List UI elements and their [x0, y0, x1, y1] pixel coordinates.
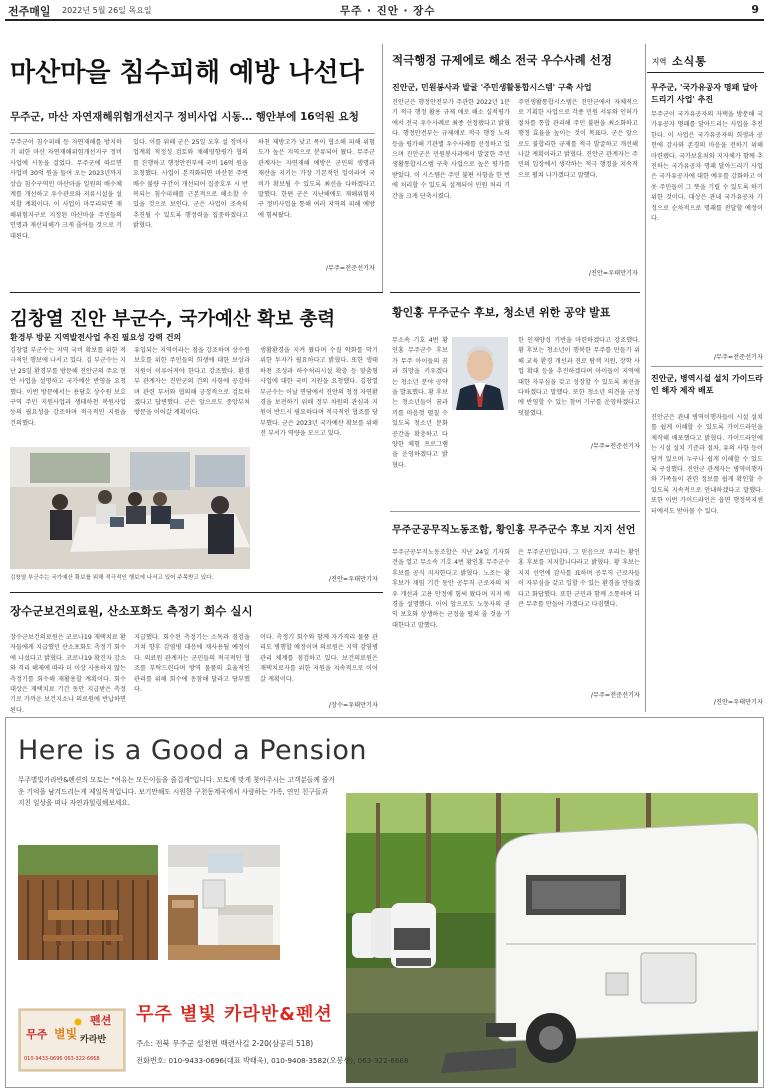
- article2-headline: 적극행정 규제에로 해소 전국 우수사례 선정: [392, 53, 612, 67]
- sign-byeolbit-text: 별빛: [54, 1027, 78, 1041]
- article1-body-col3: 하천 제방고가 낮고 폭이 협소해 피해 위험도가 높은 지역으로 분류되어 왔다. 무주군 관계자는 자연재해 예방은 군민의 생명과 재산을 지키는 가장 기본적인 일이라며 국비가 확보될 수 있도록 최선을 다하겠다고 말했다. 한편 군은 지난해에도 재해위험지구 정비사업을 통해 여러 지역의 피해 예방에 힘써왔다.: [258, 139, 375, 219]
- candidate-portrait: [452, 337, 508, 410]
- article1-body-col1: 무주군이 침수피해 등 자연재해를 방지하기 위한 마산 자연재해위험개선지구 정비사업에 시동을 걸었다. 무주군에 따르면 사업비 30억 원을 들여 오는 2023년까지 상습 침수구역인 마산마을 일원의 배수체계를 개선하고 우수관로와 저류시설을 설치할 계획이다. 이 사업이 마무리되면 재해위험지구로 지정된 마산마을 주민들의 인명과 재산피해가 크게 줄어들 것으로 기대된다.: [10, 139, 122, 240]
- pension-sign-photo: [18, 1008, 126, 1072]
- sidebar-tag-small: 지역: [652, 57, 667, 66]
- campsite-photo: [346, 793, 758, 1083]
- article2-body-col1: 진안군은 행정안전부가 주관한 2022년 1분기 적극 행정 활용 규제 애로 해소 실적평가에서 전국 우수사례로 최종 선정됐다고 밝혔다. 행정안전부는 규제애로 적극 행정 노력 등을 평가해 기관별 우수사례를 선정하고 있으며 진안군은 민원봉사과에서 발굴한 주민생활통합시스템 구축 사업으로 높은 평가를 받았다. 이 시스템은 주민 불편 사항을 한 번에 처리할 수 있도록 설계되어 민원 처리 기간을 크게 단축시켰다.: [392, 99, 510, 200]
- sidebar-border: [645, 44, 646, 712]
- article2-body-col2: 주민생활통합시스템은 진안군에서 자체적으로 기획한 사업으로 각종 민원 서류와 인허가 절차를 통합 관리해 주민 불편을 최소화하고 행정 효율을 높이는 것이 목표다. 군은 앞으로도 불합리한 규제를 적극 발굴하고 개선해 나갈 계획이라고 밝혔다. 진안군 관계자는 주민의 입장에서 생각하는 적극 행정을 지속적으로 펼쳐 나가겠다고 말했다.: [518, 99, 638, 179]
- sign-pension-text: 펜션: [90, 1014, 112, 1027]
- article2-subhead: 진안군, 민원봉사과 발굴 '주민생활통합시스템' 구축 사업: [392, 83, 592, 92]
- article1-byline: /무주=전준선기자: [325, 265, 375, 272]
- deck-photo: [18, 845, 158, 960]
- sidebar-item2-headline: 진안군, 병역시설 설치 가이드라인 해자 제작 배포: [651, 374, 763, 395]
- meeting-photo: [10, 447, 250, 569]
- article1-body-col2: 있다. 이를 위해 군은 25일 오후 설 정비사업계획 적정성 검토와 재해영향평가 협의를 진행하고 행정안전부에 국비 16억 원을 요청했다. 사업이 본격화되면 마산천 주변 배수 불량 구간이 개선되어 집중호우 시 반복되는 침수피해를 근본적으로 해소할 수 있을 것으로 보인다. 군은 사업이 조속히 추진될 수 있도록 행정력을 집중하겠다고 밝혔다.: [133, 139, 248, 230]
- article3-headline: 김창열 진안 부군수, 국가예산 확보 총력: [10, 309, 336, 330]
- article5-body-col2: 은 무주군민입니다. 그 믿음으로 우리는 황인홍 후보를 지지합니다라고 밝혔다. 황 후보는 지지 선언에 감사를 표하며 공무직 근로자들이 자부심을 갖고 일할 수 있는 환경을 만들겠다고 화답했다. 또한 군민과 함께 소통하며 더 큰 무주를 만들어 가겠다고 다짐했다.: [518, 549, 640, 609]
- ad-phone: 전화번호: 010-9433-0696(대표 박태욱), 010-9408-3582(오봉선), 063-322-6668: [136, 1056, 409, 1065]
- sidebar-item1-body: 무주군이 국가유공자의 자택을 방문해 국가유공자 명패를 달아드리는 사업을 추진한다. 이 사업은 국가유공자의 희생과 공헌에 감사와 존경의 마음을 전하기 위해 마련됐다. 국가보훈처와 지자체가 함께 추진하는 국가유공자 명패 달아드리기 사업은 국가유공자에 대한 예우를 강화하고 이웃 주민들이 그 뜻을 기릴 수 있도록 하기 위한 것이다. 대상은 관내 국가유공자 가정으로 순차적으로 명패를 전달할 예정이다.: [651, 111, 763, 223]
- column-divider: [382, 44, 383, 292]
- divider: [10, 592, 383, 593]
- sign-muju-text: 무주: [26, 1028, 48, 1041]
- article3-body-col1: 김창열 부군수는 지역 국비 확보를 위한 적극적인 행보에 나서고 있다. 김 부군수는 지난 25일 환경부를 방문해 진안군의 주요 현안 사업을 설명하고 국가예산 반영을 요청했다. 이번 방문에서는 용담호 상수원 보호구역 주민 지원사업과 생태하천 복원사업 등의 필요성을 강조하며 적극적인 지원을 건의했다.: [10, 347, 126, 427]
- divider: [10, 292, 383, 293]
- article3-byline: /진안=우태만기자: [328, 576, 378, 583]
- page-number: 9: [751, 3, 759, 16]
- article3-body-col2: 유입되는 지역이라는 점을 강조하며 상수원 보호를 위한 주민들의 희생에 대한 보상과 지원이 이루어져야 한다고 강조했다. 환경부 관계자는 진안군의 건의 사항에 공감하며 관련 부서와 협의해 긍정적으로 검토하겠다고 답변했다. 군은 앞으로도 중앙부처 방문을 이어갈 계획이다.: [134, 347, 250, 417]
- section-title: 무주 · 진안 · 장수: [340, 5, 436, 17]
- article3-body-col3: 생활환경을 지켜 왔다며 수질 악화를 막기 위한 투자가 필요하다고 밝혔다. 또한 생태 하천 조성과 하수처리시설 확충 등 맞춤형 사업에 대한 국비 지원을 요청했다. 김창열 부군수는 이날 면담에서 진안의 청정 자연환경을 보전하기 위해 정부 차원의 관심과 지원이 반드시 필요하다며 적극적인 협조를 당부했다. 군은 2023년 국가예산 확보를 위해 전 부서가 역량을 모으고 있다.: [260, 347, 378, 438]
- article1-headline: 마산마을 침수피해 예방 나선다: [10, 58, 364, 88]
- header-rule: [5, 19, 764, 21]
- article4-headline: 황인홍 무주군수 후보, 청소년 위한 공약 발표: [392, 306, 611, 319]
- interior-photo: [168, 845, 280, 960]
- article6-body-col2: 지급했다. 회수된 측정기는 소독과 점검을 거쳐 향후 감염병 대응에 재사용될 예정이다. 의료원 관계자는 군민들의 적극적인 협조를 부탁드린다며 방역 물품의 효율적인 관리를 위해 회수에 동참해 달라고 당부했다.: [134, 634, 250, 694]
- article5-body-col1: 무주군공무직노동조합은 지난 24일 기자회견을 열고 무소속 기호 4번 황인홍 무주군수 후보를 공식 지지한다고 밝혔다. 노조는 황 후보가 재임 기간 동안 공무직 근로자의 처우 개선과 고용 안정에 힘써 왔다며 지지 배경을 설명했다. 이어 앞으로도 노동자의 권익 보호와 상생하는 군정을 펼쳐 줄 것을 기대한다고 말했다.: [392, 549, 510, 629]
- article6-headline: 장수군보건의료원, 산소포화도 측정기 회수 실시: [10, 604, 253, 618]
- article3-subhead: 환경부 방문 지역발전사업 추진 필요성 강력 건의: [10, 333, 182, 342]
- divider: [390, 511, 640, 512]
- newspaper-name: 전주매일: [8, 5, 51, 18]
- article5-headline: 무주군공무직노동조합, 황인홍 무주군수 후보 지지 선언: [392, 525, 636, 536]
- issue-date: 2022년 5월 26일 목요일: [62, 6, 152, 15]
- article1-subhead: 무주군, 마산 자연재해위험개선지구 정비사업 시동… 행안부에 16억원 요청: [10, 111, 359, 123]
- divider: [651, 366, 763, 367]
- article6-body-col3: 이다. 측정기 회수와 함께 자가격리 물품 관리도 병행할 예정이며 의료원은 지역 감염병 관리 체계를 점검하고 있다. 보건의료원은 재택치료자를 위한 지원을 지속적으로 이어갈 계획이다.: [260, 634, 378, 683]
- sidebar-item2-byline: /진안=우태만기자: [713, 699, 763, 706]
- sidebar-item2-body: 진안군은 관내 병역이행자들이 시설 설치를 쉽게 이해할 수 있도록 가이드라인을 제작해 배포했다고 밝혔다. 가이드라인에는 시설 설치 기준과 절차, 유의 사항 등이 담겨 있으며 누구나 쉽게 이해할 수 있도록 구성했다. 진안군 관계자는 병역이행자와 가족들이 관련 정보를 쉽게 확인할 수 있도록 지속적으로 안내하겠다고 말했다. 또한 이번 가이드라인은 읍면 행정복지센터에서도 받아볼 수 있다.: [651, 414, 763, 515]
- ad-description: 무주별빛카라반&펜션의 모토는 "여유는 모든이들을 즐겁게"입니다. 모토에 맞게 찾아주시는 고객분들께 즐거운 기억을 남겨드리는게 제일목적입니다. 보기만해도 시원한 구천동계곡에서 사랑하는 가족, 연인 친구들과 지친 일상을 떠나 자연과힐링해보세요.: [18, 776, 335, 807]
- article6-body-col1: 장수군보건의료원은 코로나19 재택치료 환자들에게 지급했던 산소포화도 측정기 회수에 나섰다고 밝혔다. 코로나19 확진자 감소와 격리 해제에 따라 더 이상 사용하지 않는 측정기를 회수해 재활용할 계획이다. 회수 대상은 재택치료 기간 동안 지급받은 측정기로 가까운 보건지소나 의료원에 반납하면 된다.: [10, 634, 126, 714]
- article6-byline: /장수=우태만기자: [328, 702, 378, 709]
- divider: [390, 292, 640, 293]
- article4-body-col1: 무소속 기호 4번 황인홍 무주군수 후보가 무주 아이들의 꿈과 희망을 키우겠다는 청소년 분야 공약을 발표했다. 황 후보는 청소년들이 꿈과 끼를 마음껏 펼칠 수 있도록 청소년 문화 공간을 확충하고 다양한 체험 프로그램을 운영하겠다고 밝혔다.: [392, 337, 448, 469]
- ad-business-name: 무주 별빛 카라반&펜션: [136, 1004, 333, 1025]
- sidebar-tag-title: 소식통: [672, 55, 707, 68]
- sign-phone-text: 010-9433-0696 063-322-6668: [24, 1056, 100, 1062]
- article4-byline: /무주=전준선기자: [590, 443, 640, 450]
- sign-caravan-text: 카라반: [80, 1035, 107, 1045]
- sidebar-item1-byline: /무주=전준선기자: [713, 354, 763, 361]
- photo-caption: 김창열 부군수는 국가예산 확보를 위해 적극적인 행보에 나서고 있어 주목받고 있다.: [10, 575, 214, 581]
- ad-title: Here is a Good a Pension: [18, 735, 367, 766]
- ad-address: 주소: 전북 무주군 설천면 백련사길 2-20(삼공리 518): [136, 1039, 314, 1048]
- sidebar-item1-headline: 무주군, '국가유공자 명패 달아드리기 사업' 추진: [651, 83, 758, 104]
- article2-byline: /진안=우태만기자: [588, 270, 638, 277]
- divider: [10, 133, 375, 134]
- article5-byline: /무주=전준선기자: [590, 692, 640, 699]
- article4-body-col2: 한 인재양성 기반을 마련하겠다고 강조했다. 황 후보는 청소년이 행복한 무주를 만들기 위해 교육 환경 개선과 진로 탐색 지원, 장학 사업 확대 등을 추진하겠다며 아이들이 지역에 대한 자부심을 갖고 성장할 수 있도록 최선을 다하겠다고 말했다. 또한 청소년 의견을 군정에 반영할 수 있는 참여 기구를 운영하겠다고 덧붙였다.: [518, 337, 640, 417]
